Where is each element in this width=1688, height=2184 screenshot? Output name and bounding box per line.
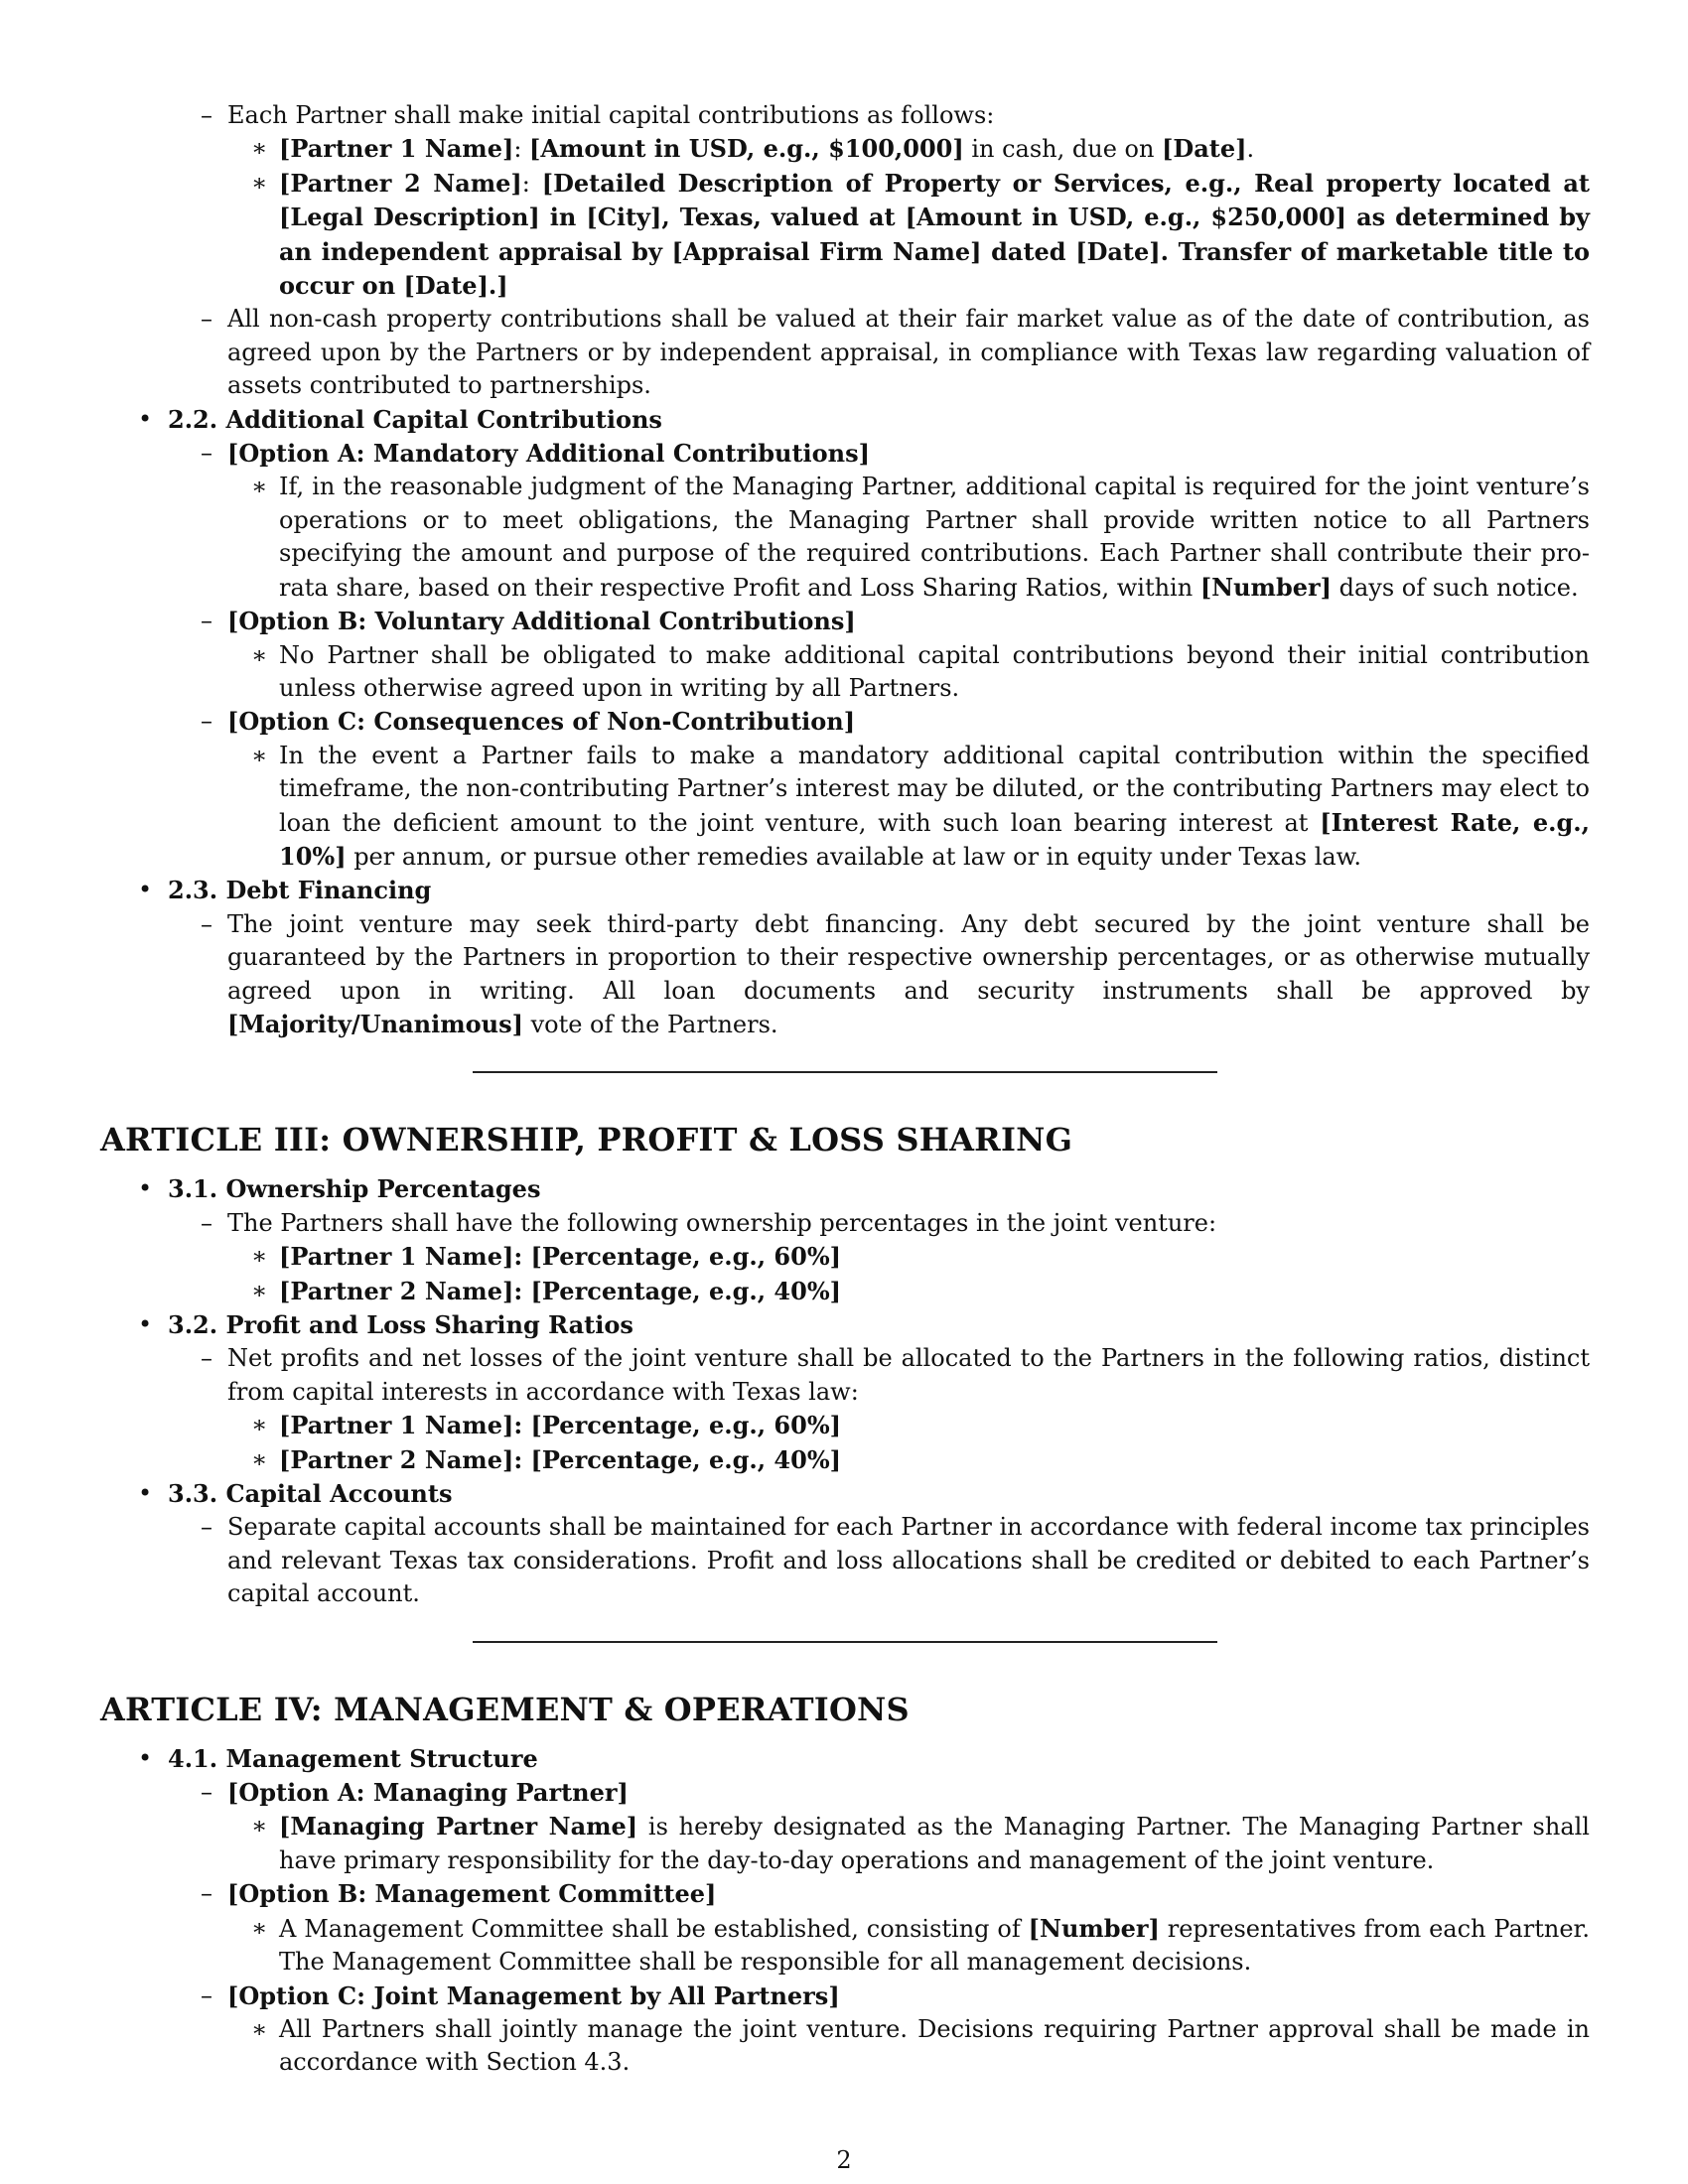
interest-rate-placeholder: [Interest Rate, e.g., 10%] (279, 807, 1591, 871)
option-c-text: In the event a Partner fails to make a mandatory additional capital contribution within the specified timeframe, the non-contributing Partner’s interest may be diluted, or the contributing Partners may elect to loan the deficient amount to the joint venture, with such loan bearing interest at (279, 741, 1590, 837)
separator-text: : (521, 169, 542, 198)
section-2-3-heading: 2.3. Debt Financing (168, 876, 432, 905)
date-placeholder: [Date] (1162, 134, 1247, 164)
period-text: . (1246, 135, 1255, 164)
list-item (100, 2013, 1590, 2080)
list-item (100, 1979, 1590, 2013)
committee-text-end: representatives from each Partner. The Management Committee shall be responsible for all management decisions. (279, 1914, 1591, 1977)
partner-1-name-placeholder: [Partner 1 Name] (279, 134, 514, 164)
amount-placeholder: [Amount in USD, e.g., $100,000] (529, 134, 964, 164)
star-marker: ∗ (251, 2014, 268, 2043)
list-item (100, 132, 1590, 166)
list-item: ∗ [Partner 2 Name]: [Percentage, e.g., 40%] (100, 1275, 1590, 1308)
option-b-title: [Option B: Voluntary Additional Contributions] (227, 607, 856, 636)
dash-marker: – (201, 439, 212, 468)
document-page (100, 99, 1590, 2080)
section-heading (100, 403, 1590, 437)
star-marker: ∗ (251, 1812, 268, 1841)
number-placeholder: [Number] (1028, 1913, 1160, 1943)
partner-2-name-placeholder: [Partner 2 Name] (279, 1276, 514, 1305)
dash-marker: – (201, 1344, 212, 1373)
section-heading (100, 1742, 1590, 1776)
list-item (100, 1877, 1590, 1911)
star-marker: ∗ (251, 741, 268, 769)
list-item (100, 1511, 1590, 1610)
section-heading (100, 874, 1590, 907)
star-marker: ∗ (251, 473, 268, 501)
ownership-intro: The Partners shall have the following ownership percentages in the joint venture: (227, 1208, 1217, 1237)
section-4-1-heading: 4.1. Management Structure (168, 1743, 538, 1773)
managing-partner-text: is hereby designated as the Managing Partner. The Managing Partner shall have primary responsibility for the day-to-day operations and management of the joint venture. (279, 1813, 1590, 1874)
star-marker: ∗ (251, 168, 268, 197)
dash-marker: – (201, 1208, 212, 1237)
list-item (100, 1912, 1590, 1979)
list-item: ∗ [Partner 1 Name]: [Percentage, e.g., 60%] (100, 1240, 1590, 1274)
number-placeholder: [Number] (1199, 572, 1332, 602)
bullet-marker: • (138, 1310, 153, 1338)
dash-marker: – (201, 1879, 212, 1908)
option-c-title: [Option C: Consequences of Non-Contribution] (227, 707, 856, 737)
section-2-2-heading: 2.2. Additional Capital Contributions (168, 404, 662, 434)
dash-marker: – (201, 607, 212, 635)
article-4-title: ARTICLE IV: MANAGEMENT & OPERATIONS (100, 1690, 910, 1728)
dash-marker: – (201, 1980, 212, 2009)
profit-loss-intro: Net profits and net losses of the joint venture shall be allocated to the Partners in the following ratios, distinct from capital interests in accordance with Texas law: (227, 1344, 1590, 1406)
capital-accounts-text: Separate capital accounts shall be maintained for each Partner in accordance with federal income tax principles and relevant Texas tax considerations. Profit and loss allocations shall be credited or debited to each Partner’s capital account. (227, 1513, 1590, 1608)
debt-financing-text: The joint venture may seek third-party debt financing. Any debt secured by the joint venture shall be guaranteed by the Partners in proportion to their respective ownership percentages, or as otherwise mutually agreed upon in writing. All loan documents and security instruments shall be approved by (227, 909, 1590, 1005)
list-item (100, 605, 1590, 638)
percentage-placeholder: [Percentage, e.g., 60%] (530, 1411, 841, 1440)
joint-management-text: All Partners shall jointly manage the joint venture. Decisions requiring Partner approval shall be made in accordance with Section 4.3. (279, 2014, 1590, 2077)
option-a-title: [Option A: Managing Partner] (227, 1778, 629, 1808)
list-item (100, 1810, 1590, 1877)
list-item (100, 471, 1590, 605)
option-b-title: [Option B: Management Committee] (227, 1879, 717, 1909)
page-number: 2 (836, 2146, 852, 2174)
percentage-placeholder: [Percentage, e.g., 40%] (530, 1276, 841, 1305)
section-divider (473, 1071, 1217, 1073)
bullet-marker: • (138, 404, 153, 433)
option-c-title: [Option C: Joint Management by All Partners] (227, 1980, 840, 2010)
dash-marker: – (201, 305, 212, 334)
bullet-marker: • (138, 1174, 153, 1203)
star-marker: ∗ (251, 640, 268, 669)
option-c-text-end: per annum, or pursue other remedies available at law or in equity under Texas law. (346, 842, 1361, 871)
list-item: ∗ [Partner 2 Name]: [Percentage, e.g., 40%] (100, 1443, 1590, 1477)
list-item (100, 1776, 1590, 1810)
section-heading (100, 1308, 1590, 1342)
contribution-text: in cash, due on (963, 135, 1163, 164)
star-marker: ∗ (251, 1276, 268, 1304)
vote-placeholder: [Majority/Unanimous] (227, 1009, 523, 1038)
bullet-marker: • (138, 876, 153, 904)
star-marker: ∗ (251, 1913, 268, 1942)
partner-2-name-placeholder: [Partner 2 Name] (279, 168, 522, 198)
percentage-placeholder: [Percentage, e.g., 60%] (530, 1242, 841, 1272)
debt-financing-text-end: vote of the Partners. (522, 1010, 778, 1038)
star-marker: ∗ (251, 1411, 268, 1439)
initial-contributions-intro: Each Partner shall make initial capital contributions as follows: (227, 101, 995, 129)
list-item (100, 639, 1590, 706)
list-item (100, 303, 1590, 402)
list-item (100, 908, 1590, 1042)
star-marker: ∗ (251, 1444, 268, 1473)
bullet-marker: • (138, 1743, 153, 1772)
list-item (100, 437, 1590, 471)
bullet-marker: • (138, 1479, 153, 1508)
property-description-placeholder: [Detailed Description of Property or Services, e.g., Real property located at [Legal Description] in [City], Texas, valued at [Amount in USD, e.g., $250,000] as determined by an independent appraisal by [Appraisal Firm Name] dated [Date]. Transfer of marketable title to occur on [Date].] (279, 168, 1591, 301)
section-3-3-heading: 3.3. Capital Accounts (168, 1479, 453, 1509)
partner-1-name-placeholder: [Partner 1 Name] (279, 1411, 514, 1440)
option-a-text: If, in the reasonable judgment of the Managing Partner, additional capital is required for the joint venture’s operations or to meet obligations, the Managing Partner shall provide written notice to all Partners specifying the amount and purpose of the required contributions. Each Partner shall contribute their pro-rata share, based on their respective Profit and Loss Sharing Ratios, within (279, 473, 1590, 602)
star-marker: ∗ (251, 1242, 268, 1271)
section-3-2-heading: 3.2. Profit and Loss Sharing Ratios (168, 1310, 633, 1339)
committee-text: A Management Committee shall be established, consisting of (279, 1914, 1029, 1943)
section-heading (100, 1172, 1590, 1206)
option-b-text: No Partner shall be obligated to make additional capital contributions beyond their initial contribution unless otherwise agreed upon in writing by all Partners. (279, 640, 1590, 702)
noncash-valuation-text: All non-cash property contributions shall be valued at their fair market value as of the date of contribution, as agreed upon by the Partners or by independent appraisal, in compliance with Texas law regarding valuation of assets contributed to partnerships. (227, 305, 1590, 400)
option-a-title: [Option A: Mandatory Additional Contributions] (227, 439, 870, 469)
article-3-title: ARTICLE III: OWNERSHIP, PROFIT & LOSS SHARING (100, 1121, 1073, 1160)
list-item (100, 740, 1590, 875)
list-item (100, 167, 1590, 304)
section-heading (100, 1477, 1590, 1511)
partner-2-name-placeholder: [Partner 2 Name] (279, 1444, 514, 1474)
dash-marker: – (201, 707, 212, 736)
dash-marker: – (201, 1513, 212, 1542)
list-item (100, 99, 1590, 132)
section-3-1-heading: 3.1. Ownership Percentages (168, 1174, 541, 1204)
separator-text: : (513, 135, 530, 164)
percentage-placeholder: [Percentage, e.g., 40%] (530, 1444, 841, 1474)
list-item (100, 1207, 1590, 1240)
managing-partner-name-placeholder: [Managing Partner Name] (279, 1812, 638, 1842)
section-divider (473, 1641, 1217, 1643)
list-item (100, 1342, 1590, 1409)
list-item (100, 705, 1590, 739)
list-item: ∗ [Partner 1 Name]: [Percentage, e.g., 60%] (100, 1409, 1590, 1442)
dash-marker: – (201, 101, 212, 129)
dash-marker: – (201, 909, 212, 938)
option-a-text-end: days of such notice. (1332, 573, 1579, 602)
partner-1-name-placeholder: [Partner 1 Name] (279, 1242, 514, 1272)
dash-marker: – (201, 1778, 212, 1807)
star-marker: ∗ (251, 134, 268, 163)
